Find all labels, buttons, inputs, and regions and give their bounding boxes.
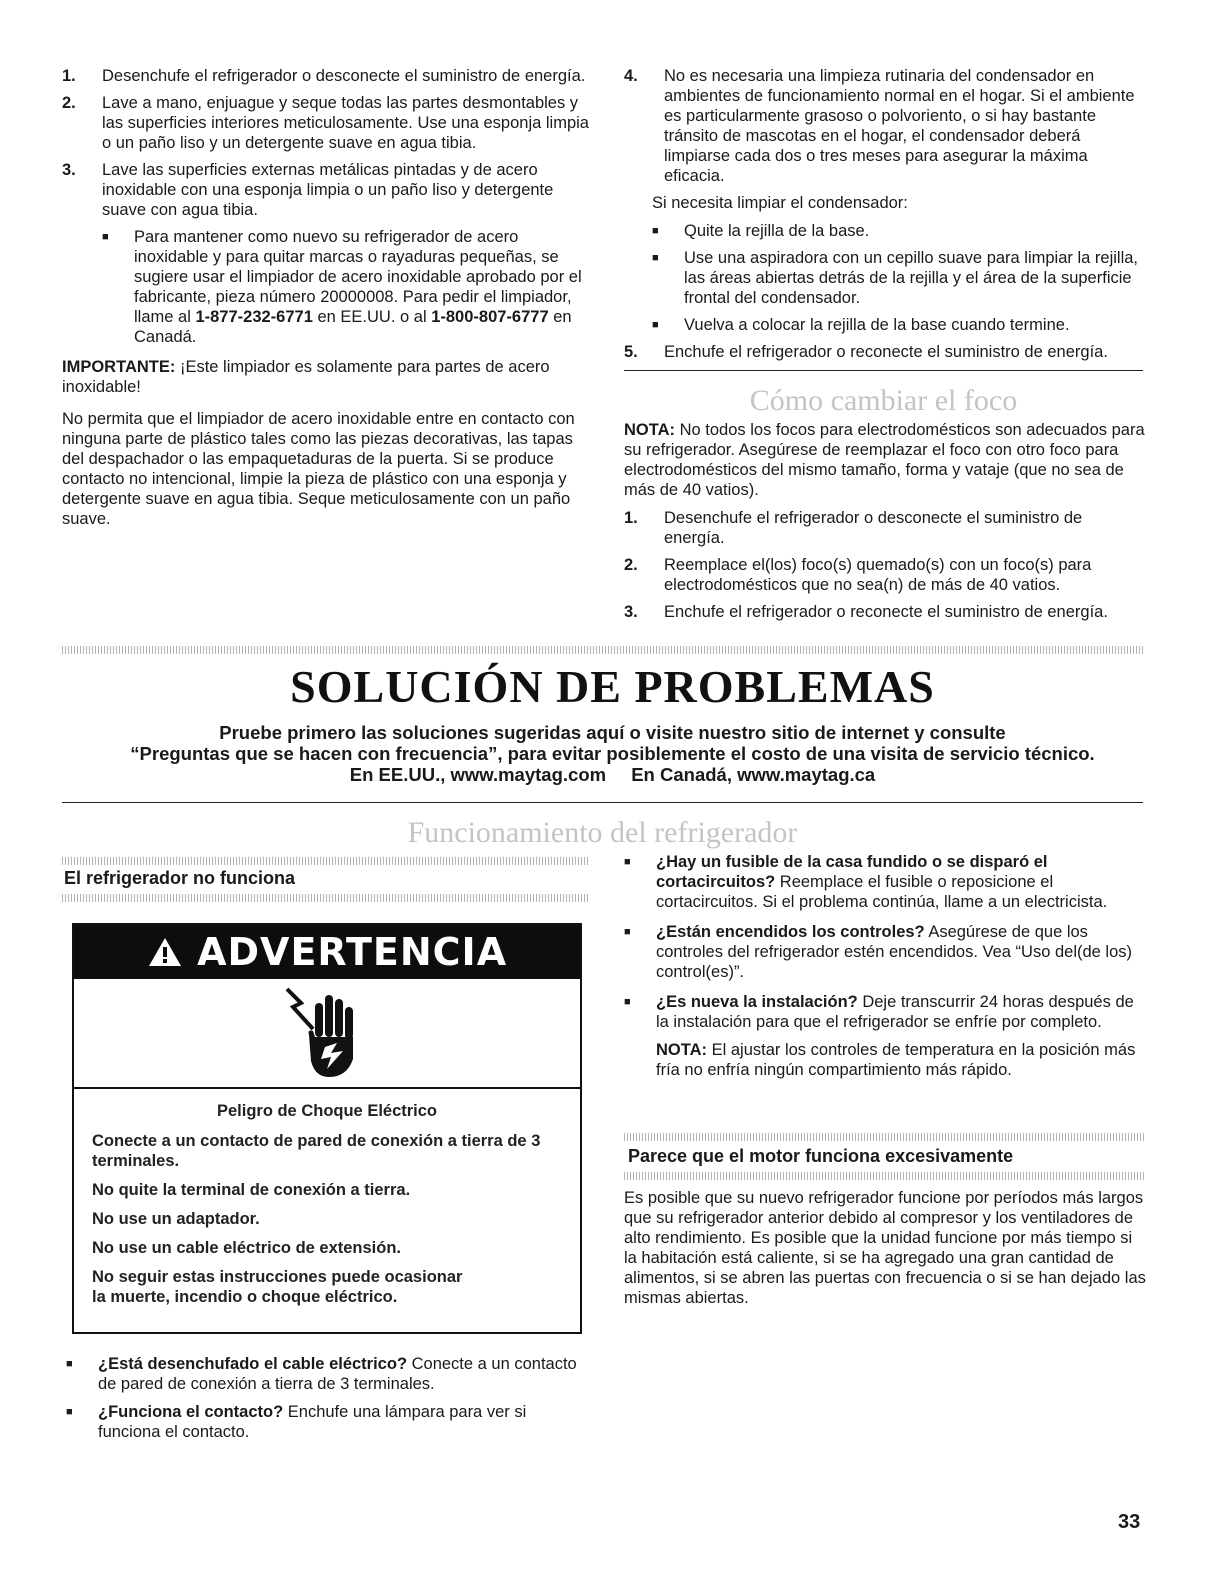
check-answer: Enchufe una lámpara para ver si funciona el contacto. bbox=[98, 1403, 527, 1441]
title-dotted-rule bbox=[62, 646, 1143, 654]
step-number: 1. bbox=[624, 509, 638, 527]
bulb-step-3 bbox=[624, 602, 1146, 622]
check-question: ¿Hay un fusible de la casa fundido o se disparó el cortacircuitos? bbox=[656, 853, 1048, 891]
motor-paragraph: Es posible que su nuevo refrigerador funcione por períodos más largos que su refrigerador anterior debido al compresor y los ventiladores de alto rendimiento. Es posible que la unidad funcione por más tiempo si la habitación está caliente, si se ha agregado una gran cantidad de alimentos, si se abren las puertas con frecuencia o si se han dejado las mismas abiertas. bbox=[624, 1189, 1146, 1307]
phone-us: 1-877-232-6771 bbox=[195, 308, 313, 326]
bullet-text: Para mantener como nuevo su refrigerador de acero inoxidable y para quitar marcas o rayaduras pequeñas, se sugiere usar el limpiador de acero inoxidable aprobado por el fabricante, pieza número 20000008. Para pedir el limpiador, llame al bbox=[134, 228, 582, 326]
warning-header bbox=[74, 925, 580, 979]
bullet-text: en Canadá. bbox=[134, 308, 572, 346]
cleaner-bullet bbox=[102, 227, 590, 347]
website-links bbox=[0, 764, 1225, 785]
page-title: SOLUCIÓN DE PROBLEMAS bbox=[290, 661, 935, 712]
note-text: El ajustar los controles de temperatura en la posición más fría no enfría ningún compartimiento más rápido. bbox=[656, 1041, 1136, 1079]
intro-line-1: Pruebe primero las soluciones sugeridas aquí o visite nuestro sitio de internet y consulte bbox=[219, 722, 1006, 743]
bullet-icon: ■ bbox=[102, 231, 109, 243]
warning-body bbox=[74, 1121, 580, 1307]
page-number: 33 bbox=[1118, 1511, 1141, 1533]
bulb-step-1 bbox=[624, 508, 1146, 548]
operation-heading: Funcionamiento del refrigerador bbox=[407, 816, 798, 849]
hazard-title: Peligro de Choque Eléctrico bbox=[216, 1102, 438, 1120]
check-answer: Asegúrese de que los controles del refrigerador estén encendidos. Vea “Uso del(de los) control(es)”. bbox=[656, 923, 1133, 981]
bulb-section bbox=[624, 420, 1146, 629]
check-answer: Reemplace el fusible o reposicione el cortacircuitos. Si el problema continúa, llame a un electricista. bbox=[656, 873, 1108, 911]
subheading-not-working: El refrigerador no funciona bbox=[64, 868, 296, 888]
step-text: No es necesaria una limpieza rutinaria del condensador en ambientes de funcionamiento normal en el hogar. Si el ambiente es particularmente grasoso o polvoriento, o si hay bastante tránsito de mascotas en el hogar, el condensador deberá limpiarse cada dos o tres meses para asegurar la máxima eficacia. bbox=[664, 67, 1135, 185]
intro-block bbox=[0, 722, 1225, 785]
bullet-icon: ■ bbox=[652, 252, 659, 264]
warning-final-line: No seguir estas instrucciones puede ocasionar bbox=[92, 1268, 463, 1286]
bullet-icon: ■ bbox=[624, 926, 631, 938]
check-outlet bbox=[66, 1402, 590, 1442]
check-fuse bbox=[624, 852, 1146, 912]
step-text: Enchufe el refrigerador o reconecte el suministro de energía. bbox=[664, 603, 1108, 621]
step-text: Desenchufe el refrigerador o desconecte el suministro de energía. bbox=[102, 67, 586, 85]
bulb-heading: Cómo cambiar el foco bbox=[749, 384, 1018, 417]
warning-triangle-icon bbox=[147, 930, 197, 974]
bulb-note bbox=[624, 420, 1146, 500]
important-label: IMPORTANTE: bbox=[62, 358, 176, 376]
subhead-dotted-rule bbox=[62, 857, 590, 865]
plastic-warning-paragraph: No permita que el limpiador de acero inoxidable entre en contacto con ninguna parte de plástico tales como las piezas decorativas, las tapas del despachador o las empaquetaduras de la puerta. Si se produce contacto no intencional, limpie la pieza de plástico con una esponja y detergente suave en agua tibia. Seque meticulosamente con un paño suave. bbox=[62, 410, 575, 528]
step-text: Enchufe el refrigerador o reconecte el suministro de energía. bbox=[664, 343, 1108, 361]
step-5 bbox=[624, 342, 1146, 362]
warning-line: Conecte a un contacto de pared de conexión a tierra de 3 terminales. bbox=[92, 1132, 541, 1170]
bullet-icon: ■ bbox=[652, 319, 659, 331]
step-text: Reemplace el(los) foco(s) quemado(s) con un foco(s) para electrodomésticos que no sea(n) de más de 40 vatios. bbox=[664, 556, 1092, 594]
not-working-checks bbox=[62, 1354, 590, 1449]
bullet-icon: ■ bbox=[624, 996, 631, 1008]
subhead-dotted-rule bbox=[624, 1172, 1146, 1180]
operation-section-rule bbox=[62, 802, 1143, 803]
important-note bbox=[62, 357, 590, 397]
condenser-bullet-2 bbox=[652, 248, 1146, 308]
motor-section bbox=[624, 1188, 1146, 1318]
bullet-icon: ■ bbox=[66, 1406, 73, 1418]
check-answer: Deje transcurrir 24 horas después de la instalación para que el refrigerador se enfríe por completo. bbox=[656, 993, 1134, 1031]
subhead-dotted-rule bbox=[624, 1133, 1146, 1141]
warning-box bbox=[72, 923, 582, 1334]
check-power-cord bbox=[66, 1354, 590, 1394]
note-text: No todos los focos para electrodomésticos son adecuados para su refrigerador. Asegúrese de reemplazar el foco con otro foco para electrodomésticos del mismo tamaño, forma y vataje (que no sea de más de 40 vatios). bbox=[624, 421, 1145, 499]
step-3 bbox=[62, 160, 590, 220]
note-label: NOTA: bbox=[624, 421, 676, 439]
condenser-bullet-1 bbox=[652, 221, 1146, 241]
subheading-motor: Parece que el motor funciona excesivamente bbox=[628, 1146, 1014, 1166]
step-text: Lave las superficies externas metálicas pintadas y de acero inoxidable con una esponja limpia o un paño liso y detergente suave con agua tibia. bbox=[102, 161, 554, 219]
cleaning-steps-right bbox=[624, 66, 1146, 369]
bullet-text: Vuelva a colocar la rejilla de la base cuando termine. bbox=[684, 316, 1070, 334]
check-question: ¿Es nueva la instalación? bbox=[656, 993, 858, 1011]
step-4 bbox=[624, 66, 1146, 186]
step-number: 3. bbox=[62, 161, 76, 179]
step-1 bbox=[62, 66, 590, 86]
condenser-intro: Si necesita limpiar el condensador: bbox=[652, 194, 908, 212]
check-question: ¿Está desenchufado el cable eléctrico? bbox=[98, 1355, 408, 1373]
check-installation bbox=[624, 992, 1146, 1032]
subhead-dotted-rule bbox=[62, 894, 590, 902]
step-number: 2. bbox=[624, 556, 638, 574]
check-controls bbox=[624, 922, 1146, 982]
intro-line-2: “Preguntas que se hacen con frecuencia”, para evitar posiblemente el costo de una visita de servicio técnico. bbox=[130, 743, 1095, 764]
website-canada: En Canadá, www.maytag.ca bbox=[631, 764, 876, 785]
bulb-section-rule bbox=[624, 370, 1143, 371]
step-text: Desenchufe el refrigerador o desconecte el suministro de energía. bbox=[664, 509, 1083, 547]
step-number: 4. bbox=[624, 67, 638, 85]
step-number: 1. bbox=[62, 67, 76, 85]
bulb-step-2 bbox=[624, 555, 1146, 595]
bullet-icon: ■ bbox=[66, 1358, 73, 1370]
warning-final bbox=[92, 1267, 562, 1307]
cleaning-steps-left bbox=[62, 66, 590, 539]
warning-line: No use un cable eléctrico de extensión. bbox=[92, 1239, 402, 1257]
important-text: ¡Este limpiador es solamente para partes de acero inoxidable! bbox=[62, 358, 550, 396]
website-us: En EE.UU., www.maytag.com bbox=[349, 764, 607, 785]
check-question: ¿Funciona el contacto? bbox=[98, 1403, 284, 1421]
bullet-text: en EE.UU. o al bbox=[312, 308, 432, 326]
warning-line: No use un adaptador. bbox=[92, 1210, 260, 1228]
condenser-bullet-3 bbox=[652, 315, 1146, 335]
warning-line: No quite la terminal de conexión a tierra. bbox=[92, 1181, 411, 1199]
check-answer: Conecte a un contacto de pared de conexión a tierra de 3 terminales. bbox=[98, 1355, 577, 1393]
bullet-icon: ■ bbox=[652, 225, 659, 237]
bullet-text: Use una aspiradora con un cepillo suave para limpiar la rejilla, las áreas abiertas detrás de la rejilla y el área de la superficie frontal del condensador. bbox=[684, 249, 1138, 307]
warning-icon-area bbox=[74, 979, 580, 1089]
phone-canada: 1-800-807-6777 bbox=[431, 308, 549, 326]
warning-title: ADVERTENCIA bbox=[197, 930, 508, 974]
step-text: Lave a mano, enjuague y seque todas las partes desmontables y las superficies interiores meticulosamente. Use una esponja limpia o un paño liso y un detergente suave en agua tibia. bbox=[102, 94, 589, 152]
bullet-text: Quite la rejilla de la base. bbox=[684, 222, 870, 240]
electric-shock-hand-icon bbox=[279, 985, 369, 1081]
installation-note bbox=[624, 1040, 1146, 1080]
warning-final-line: la muerte, incendio o choque eléctrico. bbox=[92, 1288, 398, 1306]
bullet-icon: ■ bbox=[624, 856, 631, 868]
not-working-checks-right bbox=[624, 852, 1146, 1090]
step-number: 2. bbox=[62, 94, 76, 112]
note-label: NOTA: bbox=[656, 1041, 708, 1059]
step-number: 3. bbox=[624, 603, 638, 621]
step-2 bbox=[62, 93, 590, 153]
step-number: 5. bbox=[624, 343, 638, 361]
check-question: ¿Están encendidos los controles? bbox=[656, 923, 925, 941]
